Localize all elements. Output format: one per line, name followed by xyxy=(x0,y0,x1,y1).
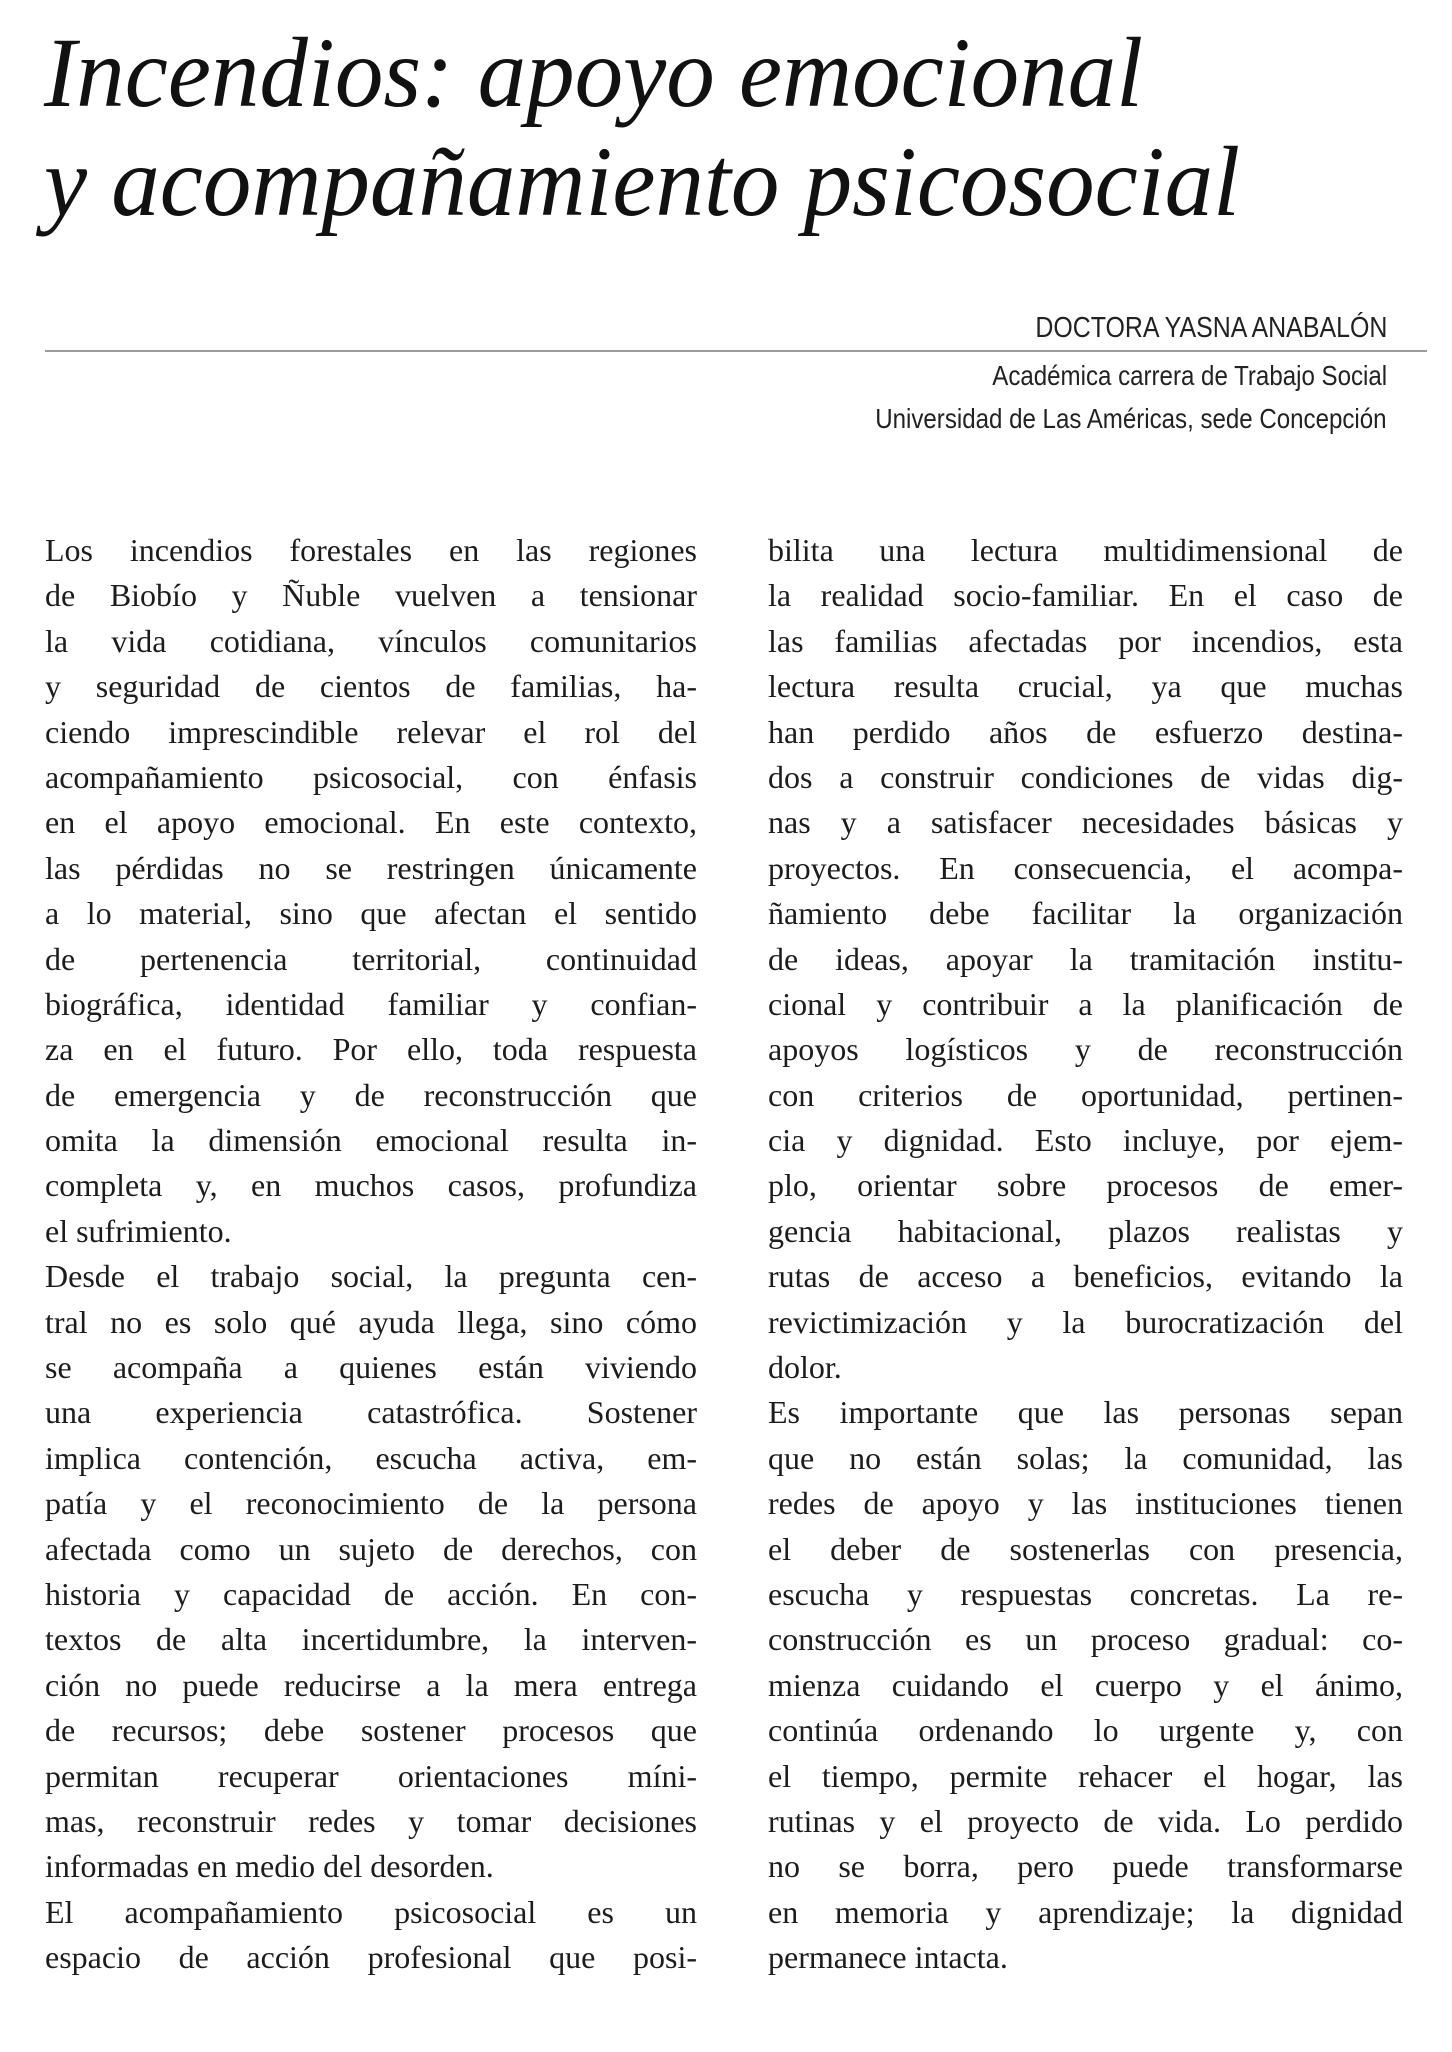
body-text-line: rutinas y el proyecto de vida. Lo perdido xyxy=(768,1802,1403,1839)
title-line-2: y acompañamiento psicosocial xyxy=(44,126,1241,237)
body-text-line: redes de apoyo y las instituciones tienen xyxy=(768,1485,1403,1522)
body-text-line: se acompaña a quienes están viviendo xyxy=(45,1349,697,1386)
body-text-line: proyectos. En consecuencia, el acompa- xyxy=(768,849,1403,886)
body-text-line: las familias afectadas por incendios, esta xyxy=(768,622,1403,659)
body-text-line: el sufrimiento. xyxy=(45,1212,232,1249)
body-text-line: han perdido años de esfuerzo destina- xyxy=(768,713,1403,750)
body-text-line: biográfica, identidad familiar y confian- xyxy=(45,985,697,1022)
body-text-line: de emergencia y de reconstrucción que xyxy=(45,1076,697,1113)
body-text-line: y seguridad de cientos de familias, ha- xyxy=(45,668,697,705)
body-text-line: nas y a satisfacer necesidades básicas y xyxy=(768,804,1403,841)
body-text-line: permitan recuperar orientaciones míni- xyxy=(45,1757,697,1794)
body-text-line: tral no es solo qué ayuda llega, sino cómo xyxy=(45,1303,697,1340)
body-text-line: de recursos; debe sostener procesos que xyxy=(45,1712,697,1749)
body-text-line: continúa ordenando lo urgente y, con xyxy=(768,1712,1403,1749)
body-text-line: historia y capacidad de acción. En con- xyxy=(45,1575,697,1612)
body-text-line: patía y el reconocimiento de la persona xyxy=(45,1485,697,1522)
body-text-line: textos de alta incertidumbre, la interven- xyxy=(45,1621,697,1658)
body-text-line: Los incendios forestales en las regiones xyxy=(45,532,697,568)
body-text-line: cional y contribuir a la planificación de xyxy=(768,985,1403,1022)
title-line-1: Incendios: apoyo emocional xyxy=(44,17,1144,128)
body-paragraph xyxy=(768,1390,1403,1980)
body-text-line: con criterios de oportunidad, pertinen- xyxy=(768,1076,1403,1113)
author-name: DOCTORA YASNA ANABALÓN xyxy=(1034,312,1387,344)
body-text-line: lectura resulta crucial, ya que muchas xyxy=(768,668,1403,705)
body-text-line: ñamiento debe facilitar la organización xyxy=(768,895,1403,932)
body-text-line: revictimización y la burocratización del xyxy=(768,1303,1403,1340)
body-column-left xyxy=(45,528,697,1981)
body-column-right xyxy=(768,528,1403,1981)
body-text-line: za en el futuro. Por ello, toda respuesta xyxy=(45,1031,697,1068)
body-text-line: afectada como un sujeto de derechos, con xyxy=(45,1530,697,1567)
body-text-line: las pérdidas no se restringen únicamente xyxy=(45,849,697,886)
body-text-line: permanece intacta. xyxy=(768,1939,1008,1976)
body-text-line: que no están solas; la comunidad, las xyxy=(768,1439,1403,1476)
body-text-line: informadas en medio del desorden. xyxy=(45,1848,494,1885)
body-paragraph xyxy=(45,1890,697,1981)
body-text-line: dos a construir condiciones de vidas dig- xyxy=(768,758,1403,795)
body-text-line: la realidad socio-familiar. En el caso de xyxy=(768,577,1403,614)
byline-divider xyxy=(45,350,1427,352)
body-text-line: el tiempo, permite rehacer el hogar, las xyxy=(768,1757,1403,1794)
body-text-line: ciendo imprescindible relevar el rol del xyxy=(45,713,697,750)
body-text-line: espacio de acción profesional que posi- xyxy=(45,1939,697,1976)
body-text-line: El acompañamiento psicosocial es un xyxy=(45,1893,697,1930)
body-text-line: mienza cuidando el cuerpo y el ánimo, xyxy=(768,1666,1403,1703)
body-text-line: bilita una lectura multidimensional de xyxy=(768,532,1403,568)
body-text-line: gencia habitacional, plazos realistas y xyxy=(768,1212,1403,1249)
body-text-line: apoyos logísticos y de reconstrucción xyxy=(768,1031,1403,1068)
body-text-line: omita la dimensión emocional resulta in- xyxy=(45,1122,697,1159)
body-text-line: acompañamiento psicosocial, con énfasis xyxy=(45,758,697,795)
body-text-line: Desde el trabajo social, la pregunta cen- xyxy=(45,1258,697,1295)
body-text-line: dolor. xyxy=(768,1349,842,1386)
body-text-line: cia y dignidad. Esto incluye, por ejem- xyxy=(768,1122,1403,1159)
body-text-line: completa y, en muchos casos, profundiza xyxy=(45,1167,697,1204)
body-text-line: rutas de acceso a beneficios, evitando la xyxy=(768,1258,1403,1295)
body-text-line: la vida cotidiana, vínculos comunitarios xyxy=(45,622,697,659)
article-title xyxy=(44,18,1277,236)
body-text-line: de pertenencia territorial, continuidad xyxy=(45,940,697,977)
body-text-line: escucha y respuestas concretas. La re- xyxy=(768,1575,1403,1612)
body-text-line: una experiencia catastrófica. Sostener xyxy=(45,1394,697,1431)
body-text-line: a lo material, sino que afectan el sentido xyxy=(45,895,697,932)
author-affiliation-role: Académica carrera de Trabajo Social xyxy=(992,360,1387,391)
body-text-line: no se borra, pero puede transformarse xyxy=(768,1848,1403,1885)
body-paragraph xyxy=(768,528,1403,1390)
body-text-line: plo, orientar sobre procesos de emer- xyxy=(768,1167,1403,1204)
body-paragraph xyxy=(45,528,697,1254)
body-text-line: ción no puede reducirse a la mera entrega xyxy=(45,1666,697,1703)
body-text-line: en memoria y aprendizaje; la dignidad xyxy=(768,1893,1403,1930)
body-text-line: implica contención, escucha activa, em- xyxy=(45,1439,697,1476)
body-text-line: Es importante que las personas sepan xyxy=(768,1394,1403,1431)
body-text-line: de ideas, apoyar la tramitación institu- xyxy=(768,940,1403,977)
body-text-line: en el apoyo emocional. En este contexto, xyxy=(45,804,697,841)
body-text-line: de Biobío y Ñuble vuelven a tensionar xyxy=(45,577,697,614)
body-text-line: el deber de sostenerlas con presencia, xyxy=(768,1530,1403,1567)
body-text-line: construcción es un proceso gradual: co- xyxy=(768,1621,1403,1658)
body-text-line: mas, reconstruir redes y tomar decisiones xyxy=(45,1802,697,1839)
body-paragraph xyxy=(45,1254,697,1889)
author-affiliation-institution: Universidad de Las Américas, sede Concepción xyxy=(875,403,1387,434)
